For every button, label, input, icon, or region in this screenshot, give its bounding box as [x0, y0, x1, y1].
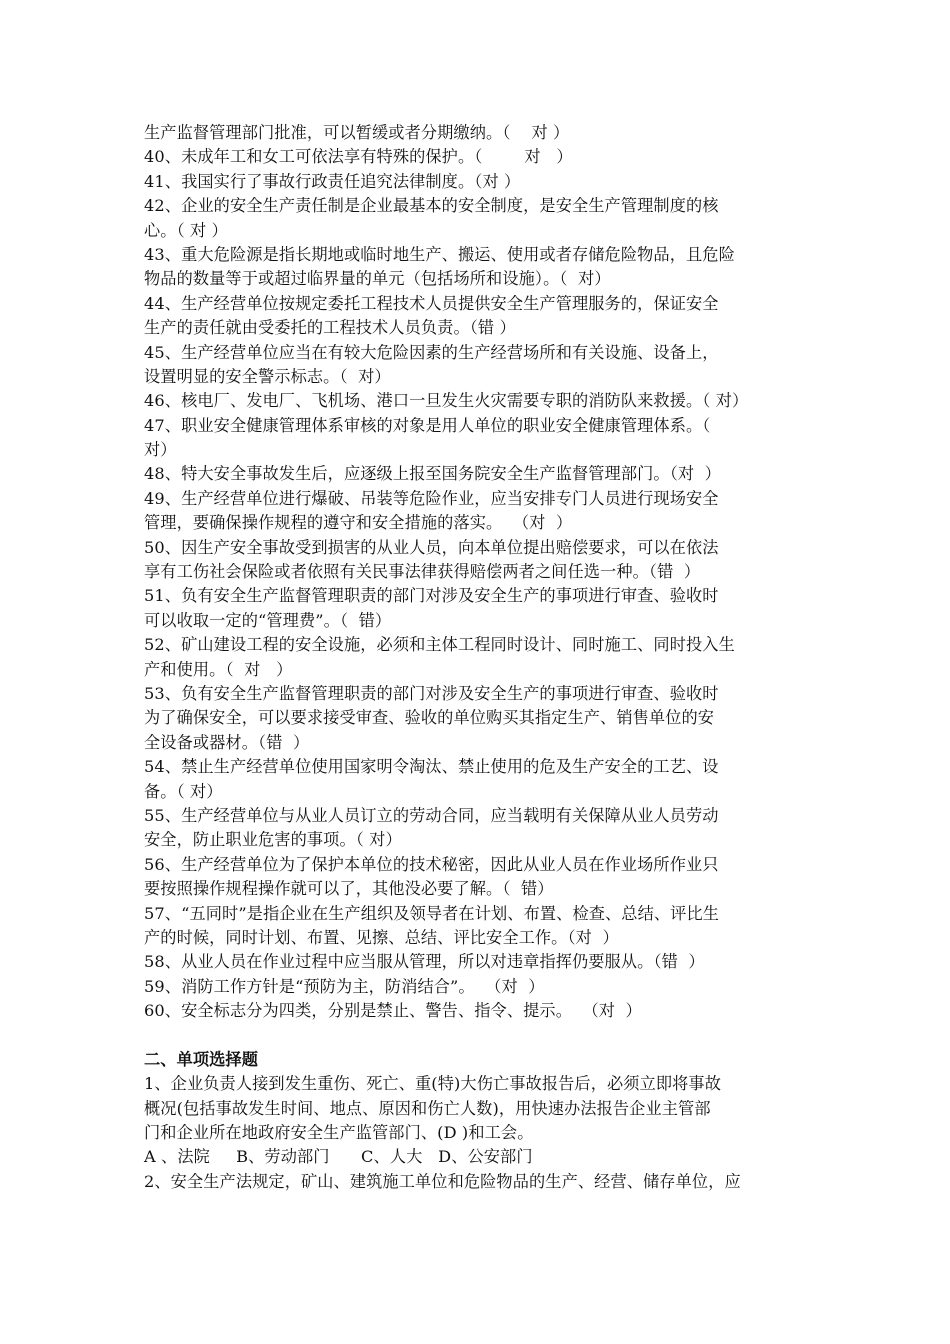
text-line: 50、因生产安全事故受到损害的从业人员，向本单位提出赔偿要求，可以在依法	[144, 537, 719, 557]
text-line: 产和使用。（ 对 ）	[144, 659, 293, 679]
text-line: 备。（ 对）	[144, 781, 223, 801]
text-line: 46、核电厂、发电厂、飞机场、港口一旦发生火灾需要专职的消防队来救援。（ 对）	[144, 391, 749, 411]
text-line: 41、我国实行了事故行政责任追究法律制度。（对 ）	[144, 171, 521, 191]
text-line: 42、企业的安全生产责任制是企业最基本的安全制度，是安全生产管理制度的核	[144, 196, 719, 216]
text-line: 全设备或器材。（错 ）	[144, 732, 310, 752]
document-page	[144, 121, 812, 1194]
single-choice-questions	[144, 1072, 812, 1194]
text-line: 生产监督管理部门批准，可以暂缓或者分期缴纳。（ 对 ）	[144, 123, 570, 142]
text-line: 52、矿山建设工程的安全设施，必须和主体工程同时设计、同时施工、同时投入生	[144, 635, 735, 655]
text-line: 管理，要确保操作规程的遵守和安全措施的落实。 （对 ）	[144, 513, 573, 533]
text-line: 产的时候，同时计划、布置、见擦、总结、评比安全工作。（对 ）	[144, 927, 619, 947]
text-line: 物品的数量等于或超过临界量的单元（包括场所和设施）。（ 对）	[144, 269, 611, 289]
text-line: 享有工伤社会保险或者依照有关民事法律获得赔偿两者之间任选一种。（错 ）	[144, 562, 701, 582]
text-line: 54、禁止生产经营单位使用国家明令淘汰、禁止使用的危及生产安全的工艺、设	[144, 757, 719, 777]
text-line: 44、生产经营单位按规定委托工程技术人员提供安全生产管理服务的，保证安全	[144, 293, 719, 313]
text-line: 为了确保安全，可以要求接受审查、验收的单位购买其指定生产、销售单位的安	[144, 708, 715, 728]
text-line: 生产的责任就由受委托的工程技术人员负责。（错 ）	[144, 318, 516, 338]
text-line: 安全，防止职业危害的事项。（ 对）	[144, 830, 402, 850]
text-line: 59、消防工作方针是“预防为主，防消结合”。 （对 ）	[144, 976, 545, 996]
text-line: 心。（ 对 ）	[144, 220, 228, 240]
text-line: 58、从业人员在作业过程中应当服从管理，所以对违章指挥仍要服从。（错 ）	[144, 952, 705, 972]
text-line: 49、生产经营单位进行爆破、吊装等危险作业，应当安排专门人员进行现场安全	[144, 488, 719, 508]
text-line: 概况(包括事故发生时间、地点、原因和伤亡人数)，用快速办法报告企业主管部	[144, 1098, 711, 1118]
text-line: 门和企业所在地政府安全生产监管部门、(D )和工会。	[144, 1123, 534, 1143]
text-line: 可以收取一定的“管理费”。（ 错）	[144, 610, 392, 630]
section-heading: 二、单项选择题	[144, 1049, 259, 1069]
text-line: 60、安全标志分为四类，分别是禁止、警告、指令、提示。 （对 ）	[144, 1001, 642, 1021]
text-line: 设置明显的安全警示标志。（ 对）	[144, 366, 391, 386]
text-line: 要按照操作规程操作就可以了，其他没必要了解。（ 错）	[144, 879, 554, 899]
text-line: 对）	[144, 440, 177, 460]
answer-options: A 、法院 B、劳动部门 C、人大 D、公安部门	[144, 1147, 533, 1167]
text-line: 47、职业安全健康管理体系审核的对象是用人单位的职业安全健康管理体系。（	[144, 415, 711, 435]
blank-line	[144, 1023, 812, 1047]
text-line: 48、特大安全事故发生后，应逐级上报至国务院安全生产监督管理部门。（对 ）	[144, 464, 721, 484]
text-line: 45、生产经营单位应当在有较大危险因素的生产经营场所和有关设施、设备上，	[144, 342, 719, 362]
text-line: 56、生产经营单位为了保护本单位的技术秘密，因此从业人员在作业场所作业只	[144, 854, 719, 874]
text-line: 40、未成年工和女工可依法享有特殊的保护。（ 对 ）	[144, 147, 573, 167]
text-line: 55、生产经营单位与从业人员订立的劳动合同，应当载明有关保障从业人员劳动	[144, 805, 719, 825]
text-line: 2、安全生产法规定，矿山、建筑施工单位和危险物品的生产、经营、储存单位，应	[144, 1171, 741, 1191]
true-false-answers	[144, 121, 812, 1023]
text-line: 53、负有安全生产监督管理职责的部门对涉及安全生产的事项进行审查、验收时	[144, 683, 719, 703]
text-line: 43、重大危险源是指长期地或临时地生产、搬运、使用或者存储危险物品，且危险	[144, 244, 735, 264]
text-line: 51、负有安全生产监督管理职责的部门对涉及安全生产的事项进行审查、验收时	[144, 586, 719, 606]
text-line: 1、企业负责人接到发生重伤、死亡、重(特)大伤亡事故报告后，必须立即将事故	[144, 1074, 722, 1094]
text-line: 57、“五同时”是指企业在生产组织及领导者在计划、布置、检查、总结、评比生	[144, 903, 720, 923]
